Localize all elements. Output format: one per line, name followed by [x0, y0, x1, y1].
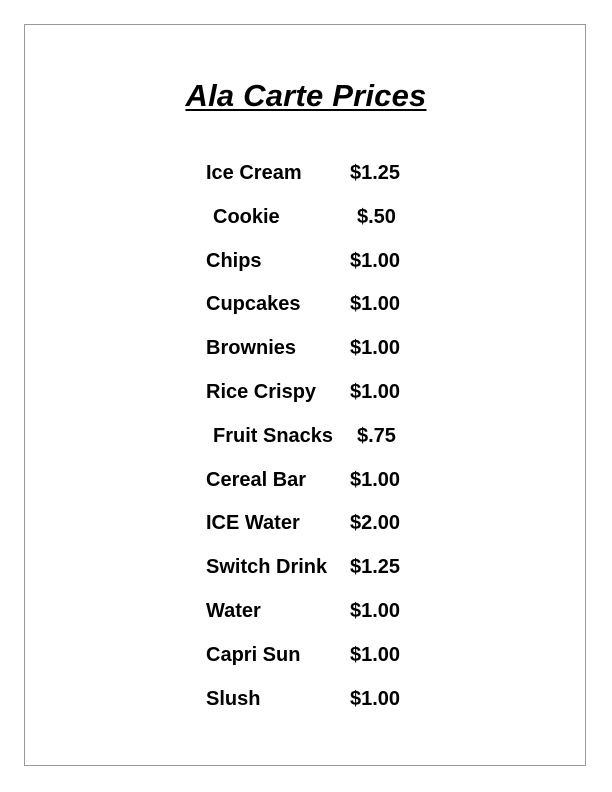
price-row-ice-water — [206, 508, 466, 552]
item-name: Fruit Snacks — [213, 424, 334, 447]
price-row-switch-drink — [206, 552, 466, 596]
item-price: $.50 — [357, 205, 396, 228]
price-row-cupcakes — [206, 289, 466, 333]
item-price: $1.00 — [350, 249, 401, 272]
price-row-chips — [206, 246, 466, 290]
item-name: Cereal Bar — [206, 468, 307, 491]
item-name: Rice Crispy — [206, 380, 317, 403]
item-name: Brownies — [206, 337, 297, 360]
page-title: Ala Carte Prices — [185, 78, 427, 113]
item-name: ICE Water — [206, 512, 300, 535]
price-row-cookie — [206, 202, 466, 246]
item-name: Ice Cream — [206, 162, 302, 184]
price-row-rice-crispy — [206, 377, 466, 421]
item-name: Chips — [206, 249, 262, 272]
item-price: $1.00 — [350, 468, 401, 491]
item-name: Cupcakes — [206, 293, 301, 316]
item-price: $1.00 — [350, 293, 401, 316]
item-price: $1.00 — [350, 687, 401, 710]
price-list — [206, 158, 466, 727]
item-name: Cookie — [213, 205, 280, 228]
price-row-slush — [206, 684, 466, 728]
item-price: $1.25 — [350, 556, 401, 579]
item-price: $1.00 — [350, 380, 401, 403]
item-price: $1.00 — [350, 599, 401, 622]
item-price: $2.00 — [350, 512, 401, 535]
price-row-cereal-bar — [206, 465, 466, 509]
price-row-water — [206, 596, 466, 640]
price-row-fruit-snacks — [206, 421, 466, 465]
item-name: Water — [206, 599, 261, 622]
item-price: $1.25 — [350, 162, 401, 184]
item-price: $.75 — [357, 424, 396, 447]
price-row-capri-sun — [206, 640, 466, 684]
price-row-ice-cream — [206, 158, 466, 202]
item-name: Switch Drink — [206, 556, 328, 579]
item-price: $1.00 — [350, 643, 401, 666]
price-row-brownies — [206, 333, 466, 377]
item-name: Slush — [206, 687, 261, 710]
item-name: Capri Sun — [206, 643, 301, 666]
item-price: $1.00 — [350, 337, 401, 360]
